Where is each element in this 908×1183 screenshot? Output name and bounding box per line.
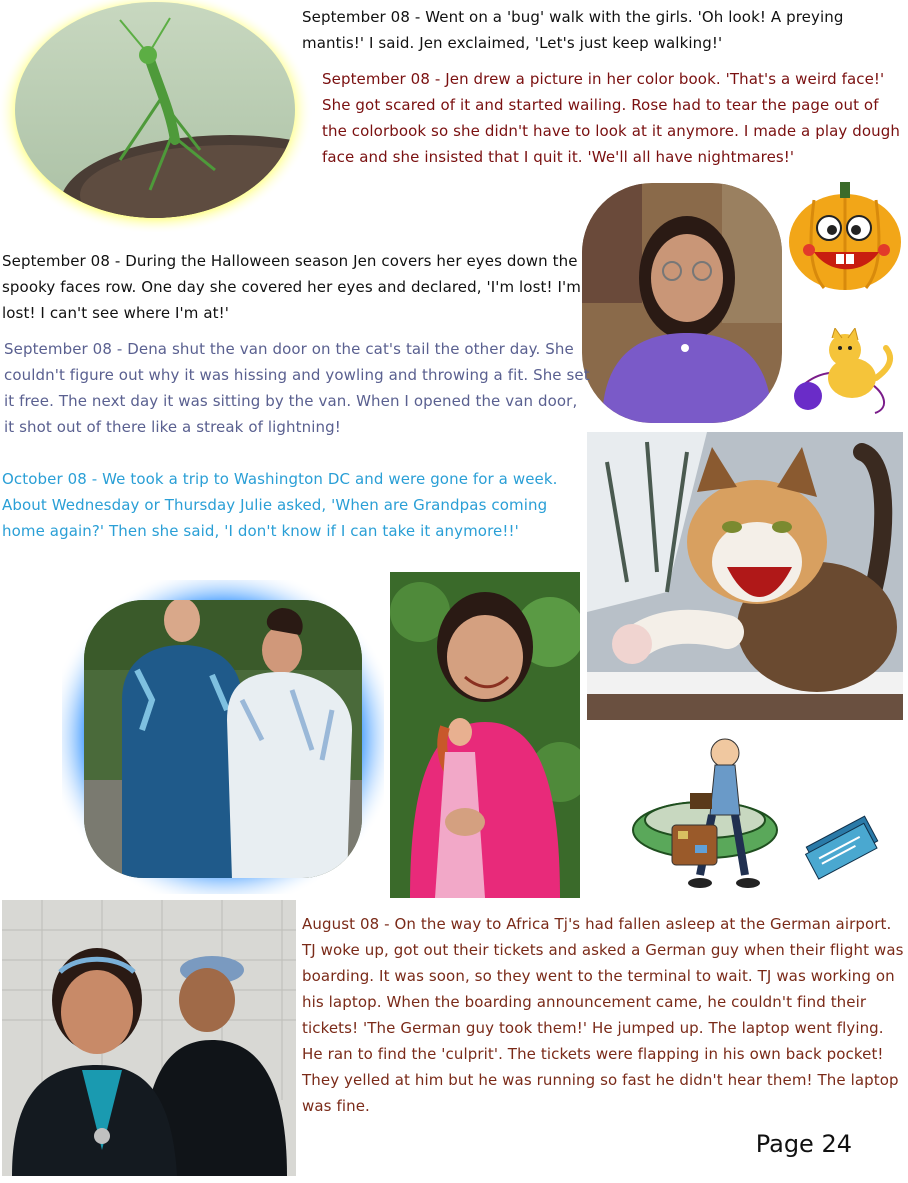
mantis-photo	[0, 0, 315, 232]
girl-portrait-photo	[582, 183, 782, 423]
pumpkin-clipart	[784, 180, 906, 295]
story-halloween: September 08 - During the Halloween season Jen covers her eyes down the spooky faces row. One day she covered her eyes and declared, 'I'm lost! I'm lost! I can't see where I'm at!'	[2, 252, 581, 322]
story-africa: August 08 - On the way to Africa Tj's had fallen asleep at the German airport. TJ woke up, got out their tickets and asked a German guy when their flight was boarding. It was soon, so they went to the terminal to wait. TJ was working on his laptop. When the boarding announcement came, he couldn't find their tickets! 'The German guy took them!' He jumped up. The laptop went flying. He ran to find the 'culprit'. The tickets were flapping in his own back pocket! They yelled at him but he was running so fast he didn't hear them! The laptop was fine.	[302, 915, 904, 1115]
airline-tickets-clipart	[803, 808, 881, 880]
story-colorbook: September 08 - Jen drew a picture in her color book. 'That's a weird face!' She got scared of it and started wailing. Rose had to tear the page out of the colorbook so she didn't have to look at it anymore. I made a play dough face and she insisted that I quit it. 'We'll all have nightmares!'	[322, 70, 900, 166]
cat-yarn-clipart	[790, 328, 898, 416]
two-people-photo	[2, 900, 296, 1176]
couple-photo	[62, 580, 384, 894]
girl-with-doll-photo	[390, 572, 580, 898]
story-cat-tail: September 08 - Dena shut the van door on the cat's tail the other day. She couldn't figure out why it was hissing and yowling and throwing a fit. She set it free. The next day it was sitting by the van. When I opened the van door, it shot out of there like a streak of lightning!	[4, 340, 590, 436]
story-washington: October 08 - We took a trip to Washington DC and were gone for a week. About Wednesday or Thursday Julie asked, 'When are Grandpas coming home again?' Then she said, 'I don't know if I can take it anymore!!'	[2, 470, 558, 540]
page-number: Page 24	[755, 1130, 852, 1158]
story-mantis: September 08 - Went on a 'bug' walk with the girls. 'Oh look! A preying mantis!' I said. Jen exclaimed, 'Let's just keep walking!'	[302, 8, 844, 52]
hissing-cat-photo	[587, 432, 903, 720]
traveler-luggage-clipart	[630, 735, 780, 895]
